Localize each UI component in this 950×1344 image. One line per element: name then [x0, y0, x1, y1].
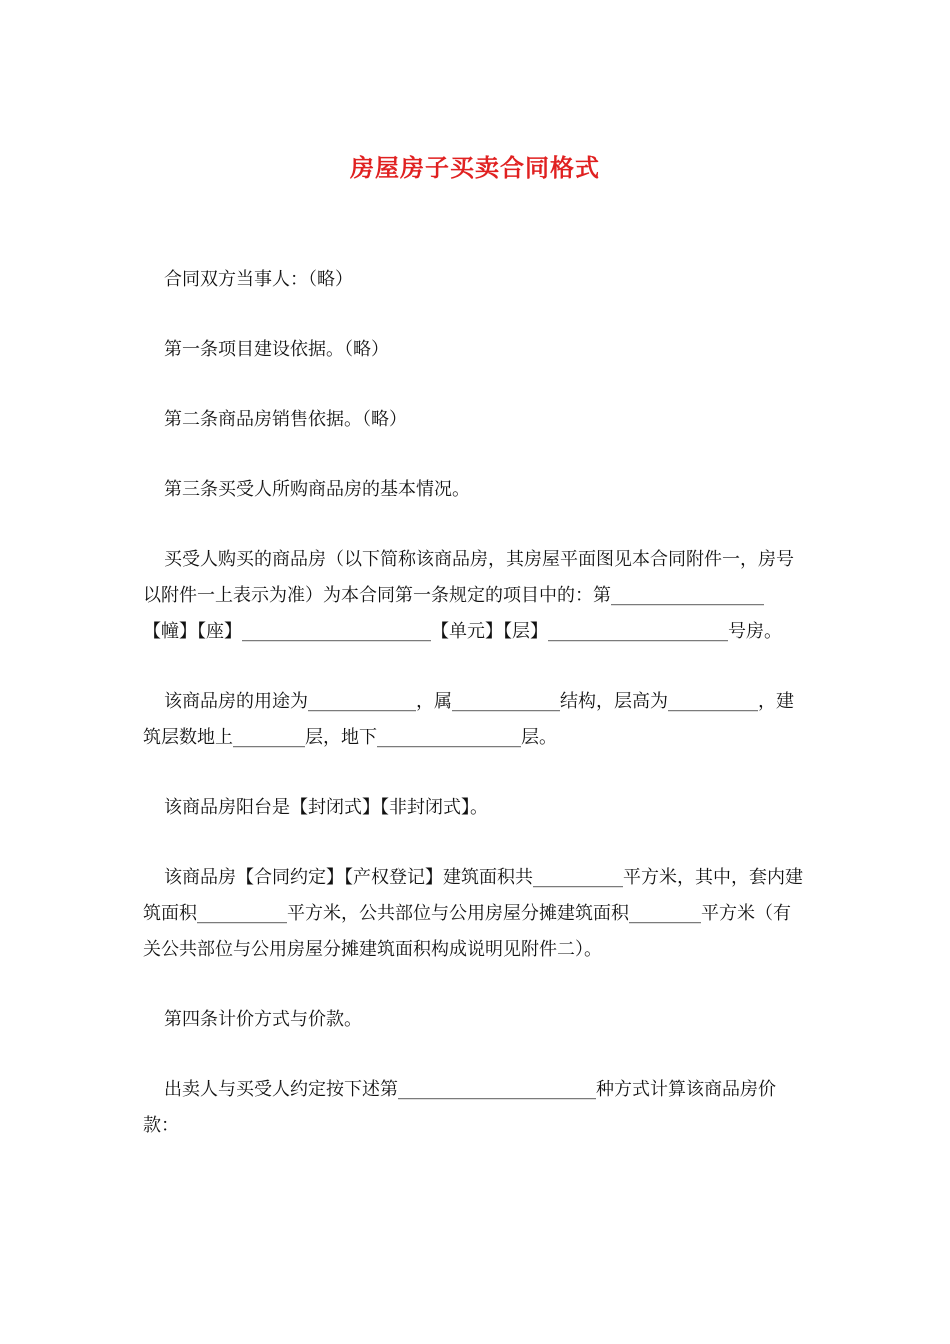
document-body	[143, 262, 807, 1178]
paragraph-parties: 合同双方当事人：（略）	[164, 269, 353, 290]
document-title: 房屋房子买卖合同格式	[350, 153, 600, 182]
paragraph-article-4: 第四条计价方式与价款。	[164, 1009, 362, 1030]
paragraph-balcony: 该商品房阳台是【封闭式】【非封闭式】。	[164, 797, 488, 818]
paragraph-floor-area: 该商品房【合同约定】【产权登记】建筑面积共__________平方米，其中，套内建筑面积__________平方米，公共部位与公用房屋分摊建筑面积________平方米（有关公共部位与公用房屋分摊建筑面积构成说明见附件二）。	[143, 867, 803, 960]
paragraph-purchased-unit: 买受人购买的商品房（以下简称该商品房，其房屋平面图见本合同附件一，房号以附件一上表示为准）为本合同第一条规定的项目中的：第_________________【幢】【座】_____________________【单元】【层】____________________号房。	[143, 549, 794, 642]
paragraph-pricing-method: 出卖人与买受人约定按下述第______________________种方式计算该商品房价款：	[143, 1079, 776, 1136]
paragraph-usage-structure: 该商品房的用途为____________，属____________结构，层高为__________，建筑层数地上________层，地下________________层。	[143, 691, 794, 748]
paragraph-article-2: 第二条商品房销售依据。（略）	[164, 409, 407, 430]
paragraph-article-1: 第一条项目建设依据。（略）	[164, 339, 389, 360]
paragraph-article-3: 第三条买受人所购商品房的基本情况。	[164, 479, 470, 500]
